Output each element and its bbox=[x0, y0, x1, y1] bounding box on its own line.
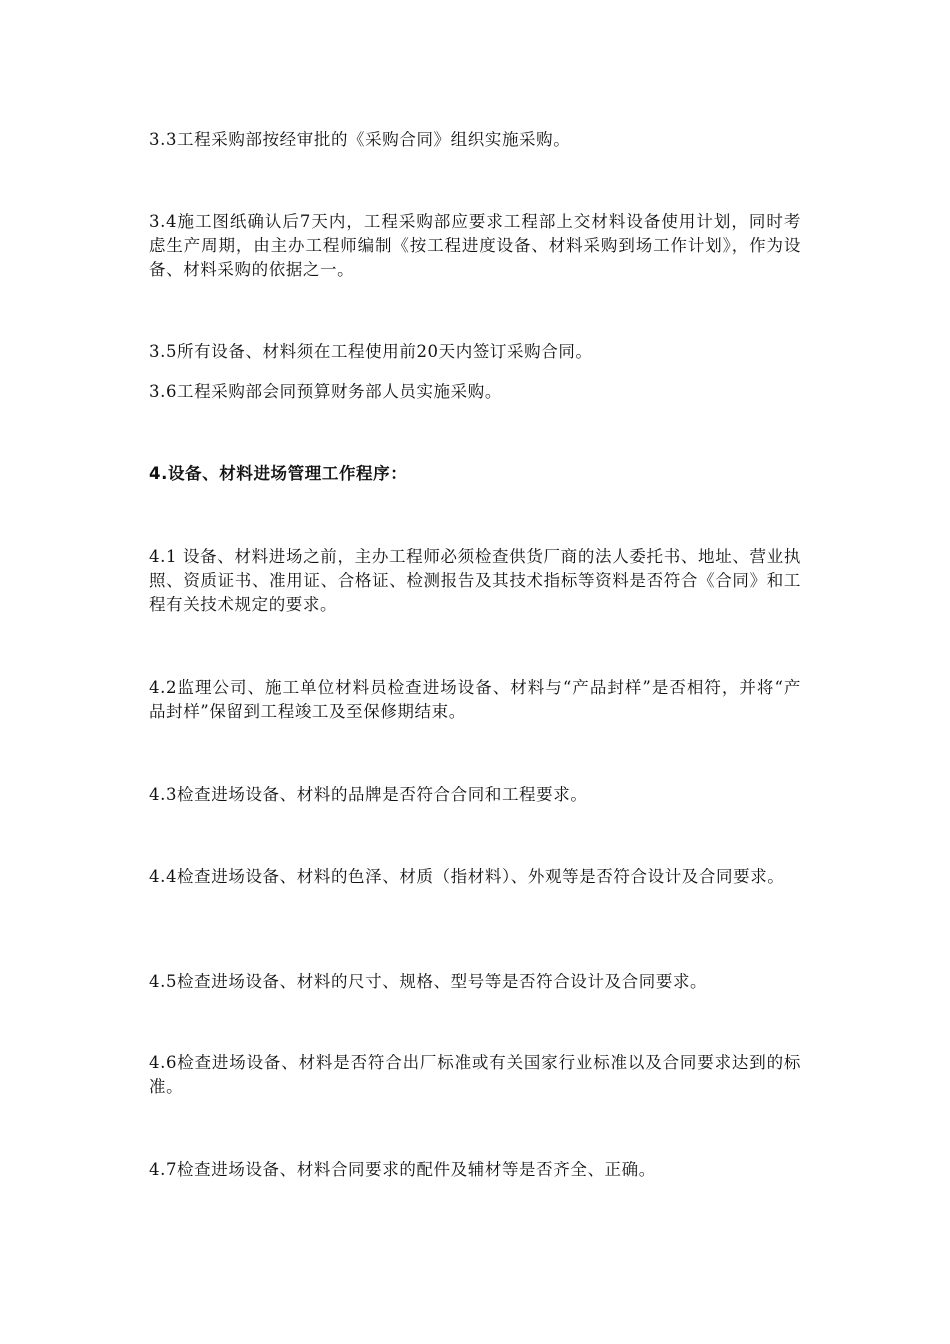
paragraph-4-7: 4.7检查进场设备、材料合同要求的配件及辅材等是否齐全、正确。 bbox=[149, 1160, 656, 1179]
paragraph-4-6: 4.6检查进场设备、材料是否符合出厂标准或有关国家行业标准以及合同要求达到的标准。 bbox=[149, 1053, 801, 1096]
paragraph-3-3: 3.3工程采购部按经审批的《采购合同》组织实施采购。 bbox=[149, 130, 571, 149]
paragraph-4-1: 4.1 设备、材料进场之前，主办工程师必须检查供货厂商的法人委托书、地址、营业执照、资质证书、准用证、合格证、检测报告及其技术指标等资料是否符合《合同》和工程有关技术规定的要求。 bbox=[149, 547, 801, 614]
paragraph-4-5: 4.5检查进场设备、材料的尺寸、规格、型号等是否符合设计及合同要求。 bbox=[149, 972, 708, 991]
section-heading-4: 4.设备、材料进场管理工作程序： bbox=[149, 464, 408, 483]
paragraph-4-4: 4.4检查进场设备、材料的色泽、材质（指材料）、外观等是否符合设计及合同要求。 bbox=[149, 867, 785, 886]
paragraph-3-5: 3.5所有设备、材料须在工程使用前20天内签订采购合同。 bbox=[149, 342, 593, 361]
paragraph-3-6: 3.6工程采购部会同预算财务部人员实施采购。 bbox=[149, 382, 502, 401]
paragraph-3-4: 3.4施工图纸确认后7天内，工程采购部应要求工程部上交材料设备使用计划，同时考虑生产周期，由主办工程师编制《按工程进度设备、材料采购到场工作计划》，作为设备、材料采购的依据之一。 bbox=[149, 212, 801, 279]
paragraph-4-3: 4.3检查进场设备、材料的品牌是否符合合同和工程要求。 bbox=[149, 785, 588, 804]
paragraph-4-2: 4.2监理公司、施工单位材料员检查进场设备、材料与“产品封样”是否相符，并将“产品封样”保留到工程竣工及至保修期结束。 bbox=[149, 678, 801, 721]
